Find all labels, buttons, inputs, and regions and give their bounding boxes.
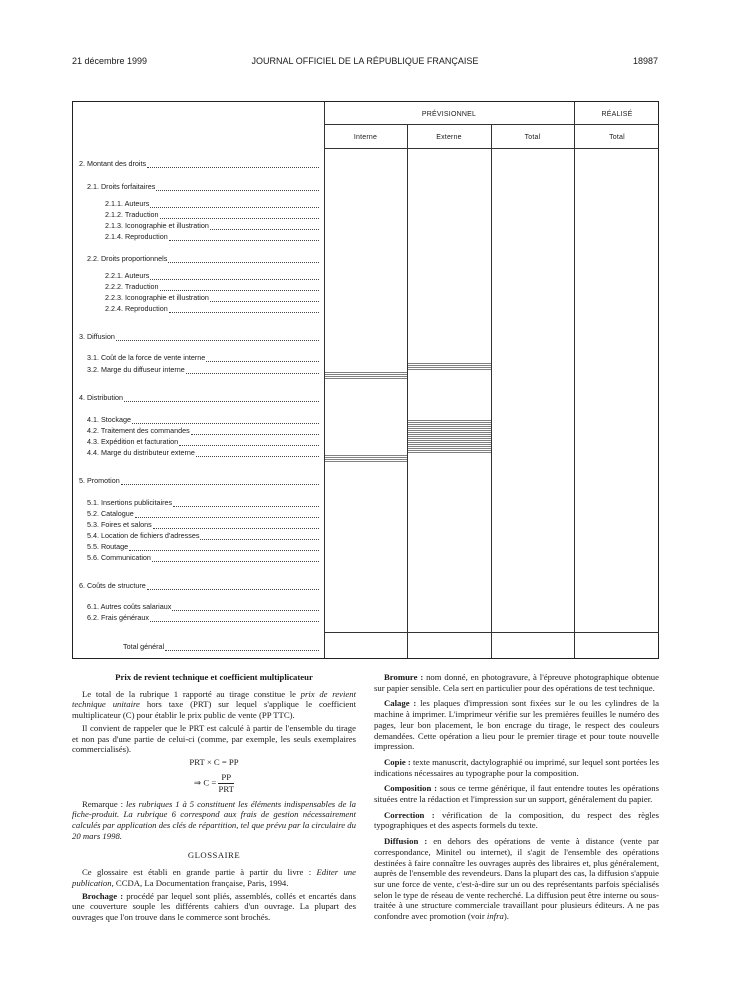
table-col-divider [574,102,575,658]
header-page-number: 18987 [632,56,658,66]
page-header [72,56,658,70]
table-row-label: 2.1.2. Traduction [73,210,319,219]
table-row-label: 2.1.4. Reproduction [73,232,319,241]
table-row-label: 4.4. Marge du distributeur externe [73,448,319,457]
glossary-entry: Brochage : procédé par lequel sont pliés, assemblés, collés et encartés dans une couverture souple les différents cahiers d'un ouvrage. La plupart des ouvrages que l'on trouve dans le commerce sont brochés. [72,890,356,922]
table-row-label: 2.2.3. Iconographie et illustration [73,293,319,302]
paragraph: Ce glossaire est établi en grande partie à partir du livre : Editer une publication, CCDA, La Documentation française, Paris, 1994. [72,867,356,888]
hatched-cell [408,420,491,454]
header-total-realise: Total [609,134,625,141]
glossary-entry: Correction : vérification de la composition, du respect des règles typographiques et des aspects formels du texte. [374,809,659,831]
table-row-label: 3.2. Marge du diffuseur interne [73,365,319,374]
table-row-label: 4.2. Traitement des commandes [73,426,319,435]
hatched-cell [408,363,491,371]
glossary-entry: Bromure : nom donné, en photogravure, à l'épreuve photographique obtenue sur papier sensible. Cela sert en particulier pour des opérations de test technique. [374,672,659,693]
table-row-label: 2.1.1. Auteurs [73,199,319,208]
remark: Remarque : les rubriques 1 à 5 constituent les éléments indispensables de la fiche-produit. La rubrique 6 correspond aux frais de gestion nécessairement calculés par application des clés de répartition, tel que prévu par la circulaire du 20 mars 1998. [72,798,356,841]
header-externe: Externe [436,134,462,141]
table-row-label: 6.2. Frais généraux [73,613,319,622]
left-column [72,672,356,925]
paragraph: Le total de la rubrique 1 rapporté au tirage constitue le prix de revient technique unitaire hors taxe (PRT) sur lequel s'applique le coefficient multiplicateur (C) pour établir le prix public de vente (PP TTC). [72,688,356,721]
glossary-entry: Copie : texte manuscrit, dactylographié ou imprimé, sur lequel sont portées les indications nécessaires au typographe pour la composition. [374,756,659,778]
table-row-label: 5. Promotion [73,476,319,485]
table-row-label: 6. Coûts de structure [73,581,319,590]
budget-table [72,101,659,659]
table-row-label: 5.5. Routage [73,542,319,551]
table-total-rule [324,632,659,633]
header-interne: Interne [353,134,378,141]
table-row-label: 5.3. Foires et salons [73,520,319,529]
table-row-label: 4.1. Stockage [73,415,319,424]
table-row-label: 2.2.4. Reproduction [73,304,319,313]
glossary-title: GLOSSAIRE [187,850,241,861]
table-header-rule [324,148,659,149]
table-row-label: 2.2.2. Traduction [73,282,319,291]
header-previsionnel: PRÉVISIONNEL [421,111,477,118]
header-realise: RÉALISÉ [601,111,633,118]
table-row-label: 4. Distribution [73,393,319,402]
section-title: Prix de revient technique et coefficient multiplicateur [115,672,313,682]
hatched-cell [325,372,407,380]
table-row-label: 4.3. Expédition et facturation [73,437,319,446]
table-row-label: 2.1.3. Iconographie et illustration [73,221,319,230]
header-journal-title: JOURNAL OFFICIEL DE LA RÉPUBLIQUE FRANÇAISE [251,56,479,66]
hatched-cell [325,455,407,463]
table-row-label: 6.1. Autres coûts salariaux [73,602,319,611]
right-column [374,672,659,927]
glossary-entry: Composition : sous ce terme générique, il faut entendre toutes les opérations situées entre la rédaction et l'impression sur un support, généralement du papier. [374,783,659,805]
formula-fraction: ⇒ C = $\frac{PP}{\text{PRT}}$ [193,771,234,794]
header-date: 21 décembre 1999 [72,56,148,66]
table-row-label: 2.2. Droits proportionnels [73,254,319,263]
header-total: Total [524,134,541,141]
table-row-label: 5.4. Location de fichiers d'adresses [73,531,319,540]
table-row-label: 3.1. Coût de la force de vente interne [73,353,319,362]
glossary-entry: Diffusion : en dehors des opérations de vente à distance (vente par correspondance, Minitel ou internet), il s'agit de l'ensemble des opérations destinées à faire connaître les ouvrages auprès des libraires et, plus généralement, auprès de l'ensemble des revendeurs. Dans la plupart des cas, la diffusion s'appuie sur une force de vente, c'est-à-dire sur un ou des représentants parfois spécialisés selon le type de réseau de vente recherché. La diffusion peut être interne ou sous-traitée à une structure commerciale travaillant pour plusieurs éditeurs. A ne pas confondre avec promotion (voir infra). [374,836,660,922]
table-row-label: 5.2. Catalogue [73,509,319,518]
paragraph: Il convient de rappeler que le PRT est calculé à partir de l'ensemble du tirage et non pas d'une partie de celui-ci (comme, par exemple, les seuls exemplaires commercialisés). [72,722,356,755]
table-col-divider [324,102,325,658]
table-row-label: 2. Montant des droits [73,159,319,168]
table-row-label: 2.1. Droits forfaitaires [73,182,319,191]
table-header-rule [324,124,659,125]
table-row-label: 5.6. Communication [73,553,319,562]
table-col-divider [407,124,408,658]
formula: PRT × C = PP [189,756,239,767]
glossary-entry: Calage : les plaques d'impression sont fixées sur le ou les cylindres de la machine à imprimer. L'imprimeur vérifie sur les premières feuilles le numéro des pages, leur bon placement, le bon encrage du tirage, le respect des couleurs demandées. Cette opération a lieu pour le premier tirage et pour toute nouvelle impression. [374,698,659,752]
table-row-label: 5.1. Insertions publicitaires [73,498,319,507]
table-col-divider [491,124,492,658]
table-row-label: 2.2.1. Auteurs [73,271,319,280]
table-total-label: Total général [73,642,319,651]
table-row-label: 3. Diffusion [73,332,319,341]
